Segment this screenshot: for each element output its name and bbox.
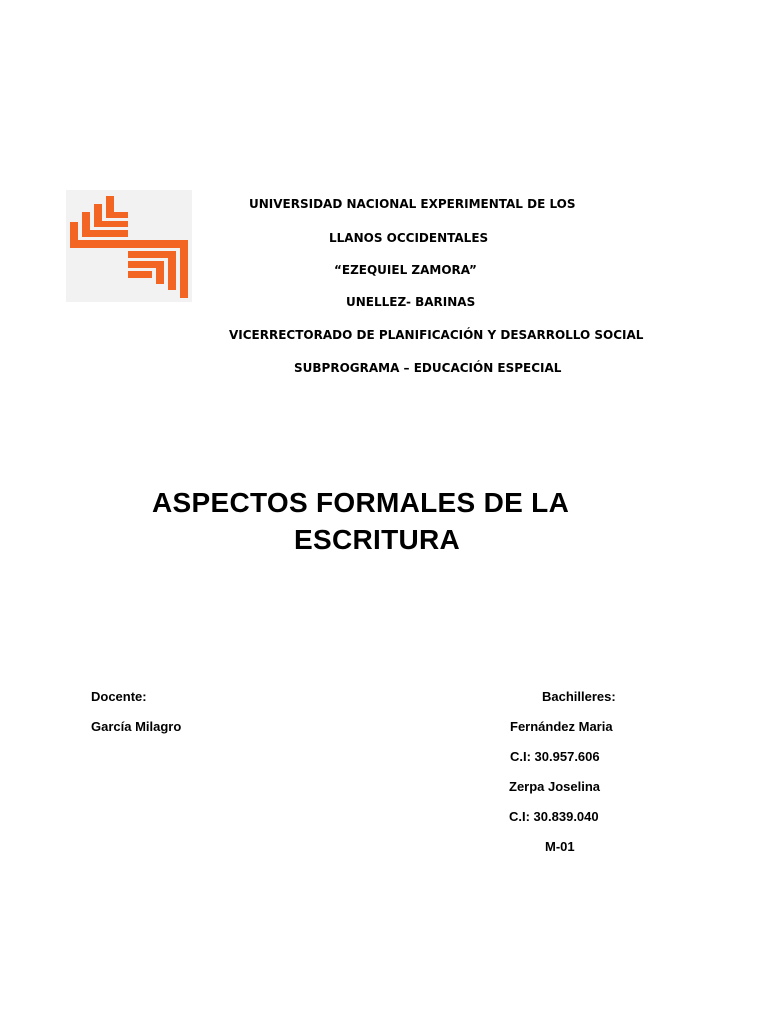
unellez-logo-icon [66, 190, 192, 302]
docente-label: Docente: [91, 689, 147, 704]
student-1-name: Fernández Maria [510, 719, 613, 734]
bachilleres-label: Bachilleres: [542, 689, 616, 704]
institution-line-6: SUBPROGRAMA – EDUCACIÓN ESPECIAL [294, 361, 562, 375]
institution-line-3: “EZEQUIEL ZAMORA” [334, 263, 477, 277]
docente-name: García Milagro [91, 719, 182, 734]
institution-line-4: UNELLEZ- BARINAS [346, 295, 476, 309]
student-2-ci: C.I: 30.839.040 [509, 809, 599, 824]
institution-line-2: LLANOS OCCIDENTALES [329, 231, 489, 245]
document-title-line-2: ESCRITURA [294, 524, 461, 555]
institution-line-5: VICERRECTORADO DE PLANIFICACIÓN Y DESARROLLO SOCIAL [229, 328, 644, 342]
section-code: M-01 [545, 839, 575, 854]
student-2-name: Zerpa Joselina [509, 779, 601, 794]
institution-line-1: UNIVERSIDAD NACIONAL EXPERIMENTAL DE LOS [249, 197, 576, 211]
student-1-ci: C.I: 30.957.606 [510, 749, 600, 764]
document-title-line-1: ASPECTOS FORMALES DE LA [152, 487, 570, 518]
